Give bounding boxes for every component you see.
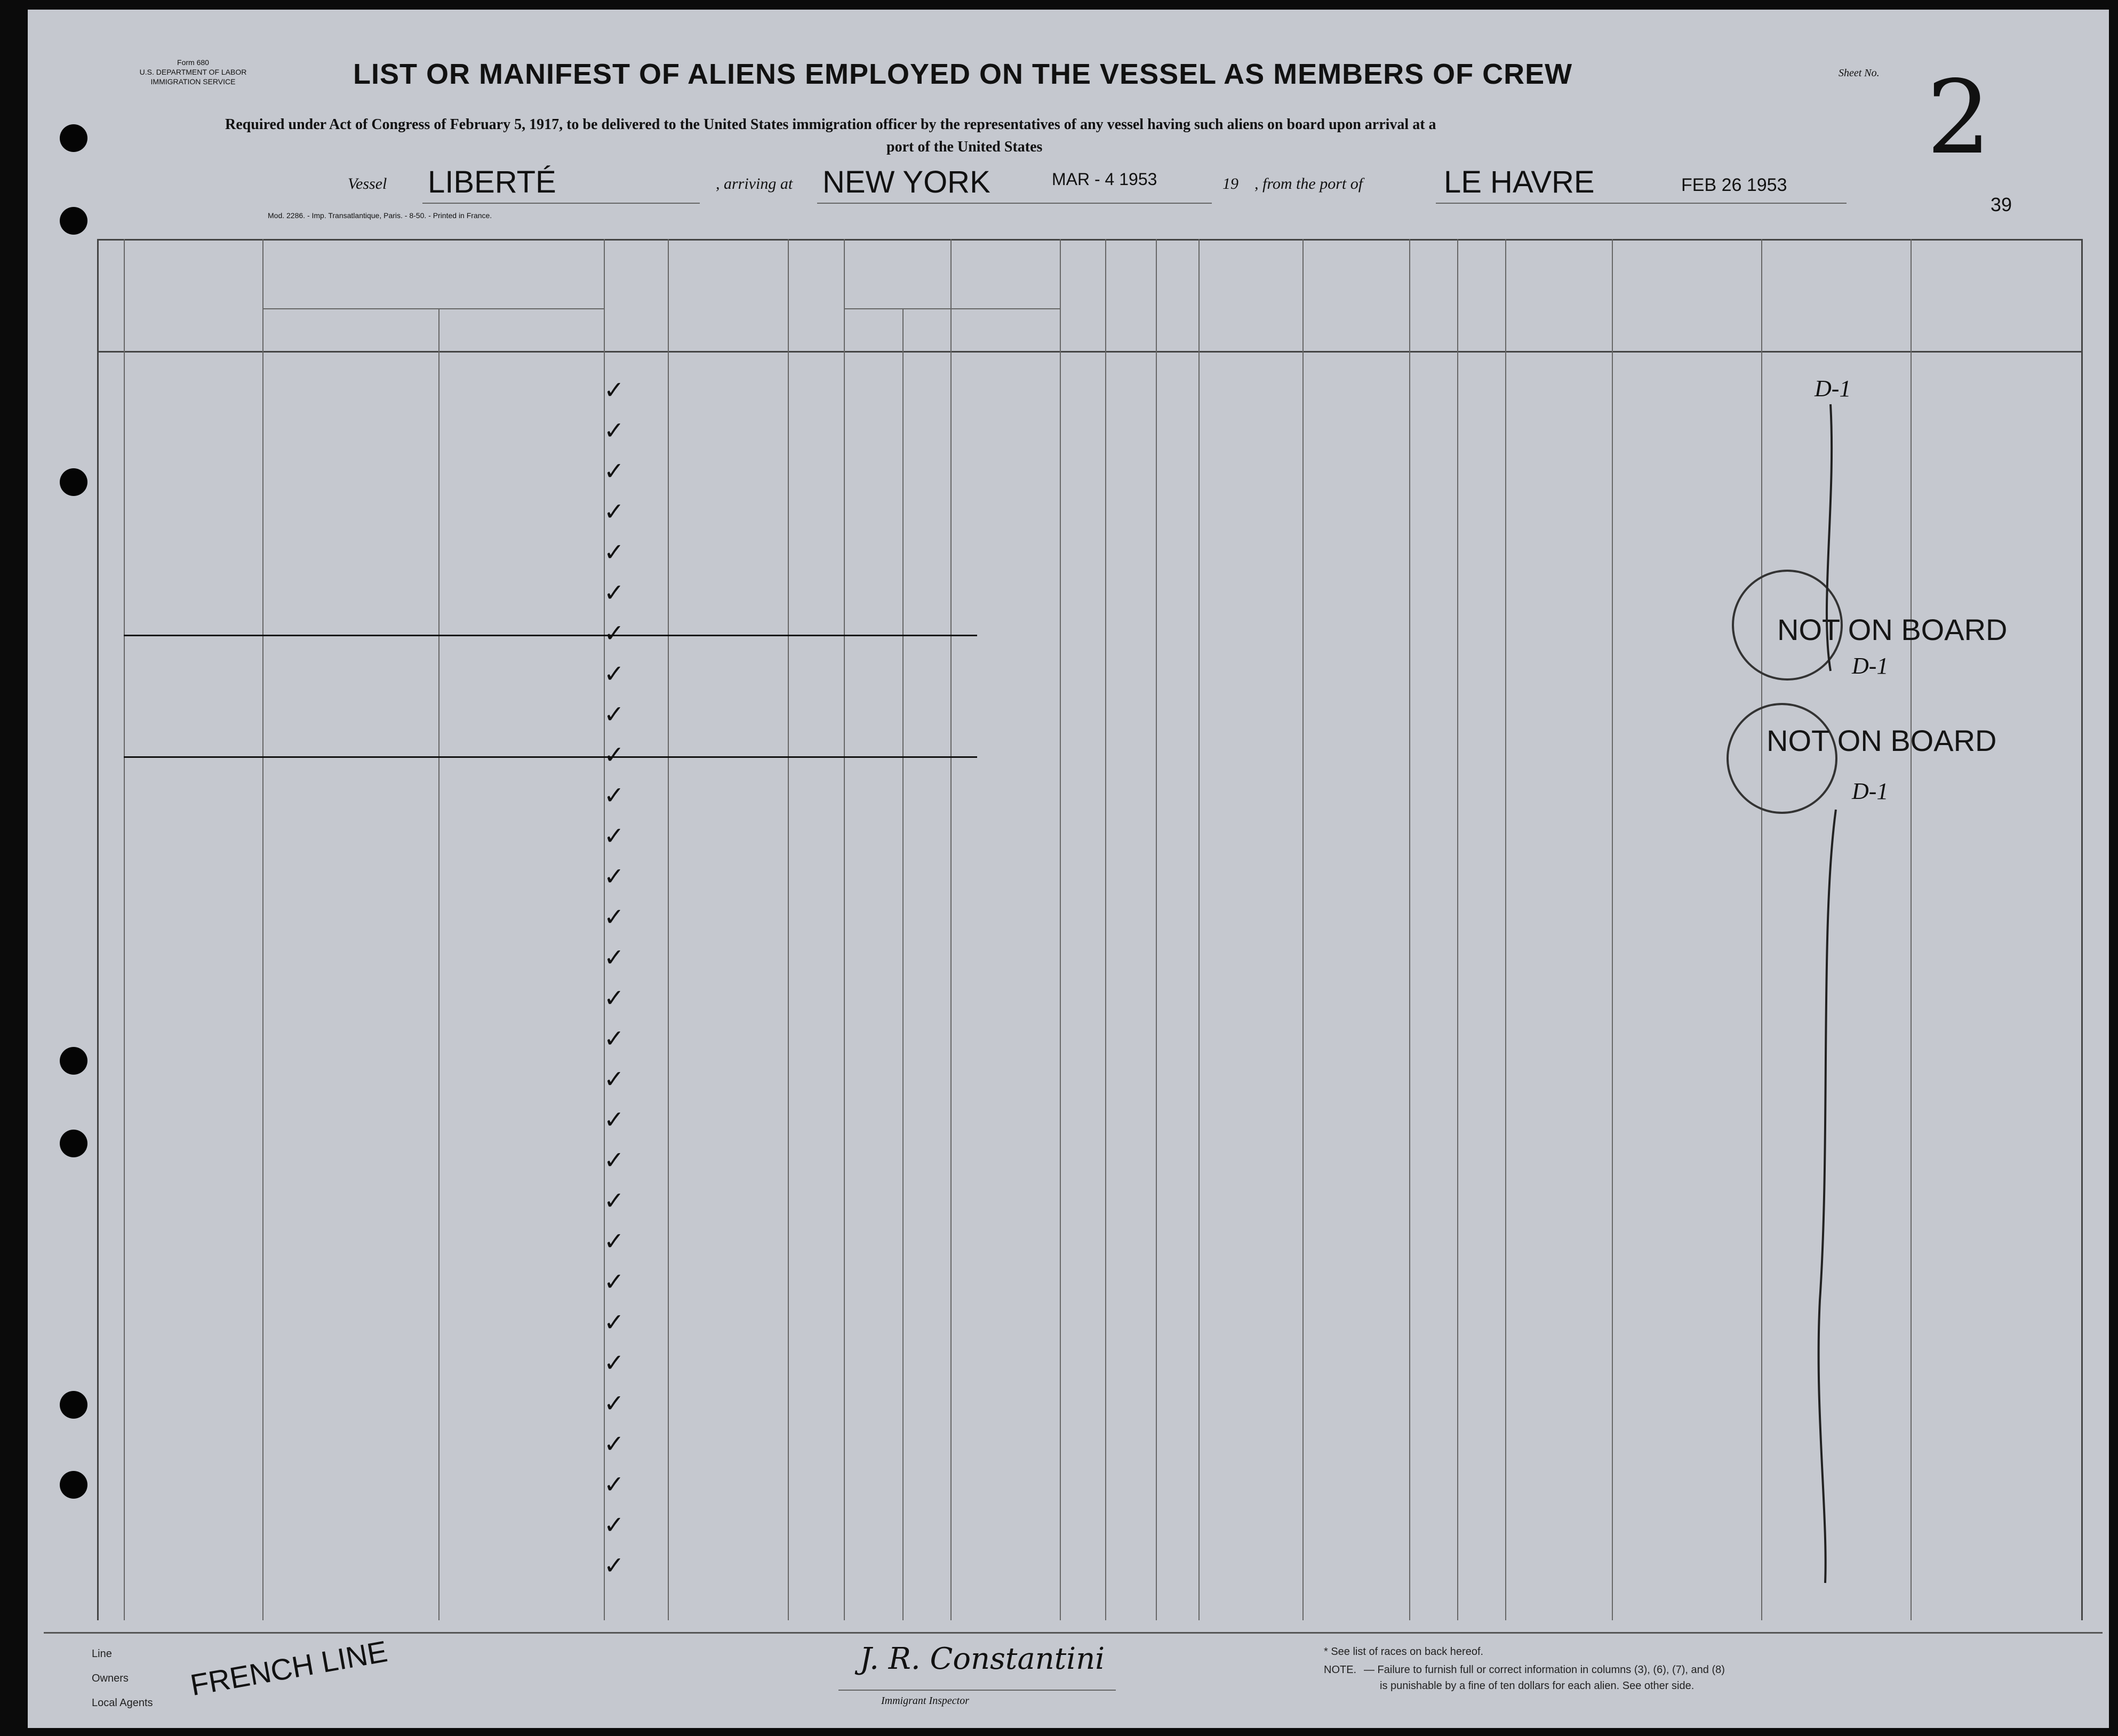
column-rule	[950, 239, 952, 1620]
check-mark: ✓	[604, 1146, 625, 1174]
subtitle-line-1: Required under Act of Congress of February 5, 1917, to be delivered to the United States immigration officer by the representatives of any vessel having such aliens on board upon arrival at a	[225, 116, 1436, 133]
check-mark: ✓	[604, 1227, 625, 1255]
check-mark: ✓	[604, 416, 625, 445]
shipped-subheader-rule	[844, 308, 1060, 309]
crew-table	[28, 10, 2109, 1728]
check-mark: ✓	[604, 1308, 625, 1337]
inspector-signature: J. R. Constantini	[860, 1642, 1105, 1676]
inspector-mark: D-1	[1815, 375, 1851, 402]
arrival-date-stamp: MAR - 4 1953	[1052, 170, 1157, 189]
year-label: 19	[1222, 175, 1238, 193]
column-rule	[97, 239, 99, 1620]
column-rule	[1409, 239, 1410, 1620]
check-mark: ✓	[604, 1429, 625, 1458]
check-mark: ✓	[604, 659, 625, 688]
not-on-board-stamp: NOT ON BOARD	[1777, 613, 2008, 646]
agent-name-stamp: FRENCH LINE	[188, 1634, 390, 1702]
note-line-1: — Failure to furnish full or correct information in columns (3), (6), (7), and (8)	[1364, 1664, 1725, 1676]
check-mark: ✓	[604, 1348, 625, 1377]
column-rule	[124, 239, 125, 1620]
column-rule	[788, 239, 789, 1620]
column-rule	[1505, 239, 1506, 1620]
printer-imprint: Mod. 2286. - Imp. Transatlantique, Paris. - 8-50. - Printed in France.	[268, 211, 492, 220]
check-mark: ✓	[604, 781, 625, 810]
column-rule	[262, 239, 263, 1620]
check-mark: ✓	[604, 1024, 625, 1053]
column-rule	[1105, 239, 1106, 1620]
subtitle-line-2: port of the United States	[886, 139, 1043, 155]
check-mark: ✓	[604, 862, 625, 891]
service: IMMIGRATION SERVICE	[150, 77, 236, 86]
column-rule	[1060, 239, 1061, 1620]
check-mark: ✓	[604, 1267, 625, 1296]
check-mark: ✓	[604, 1065, 625, 1093]
page-title: LIST OR MANIFEST OF ALIENS EMPLOYED ON THE VESSEL AS MEMBERS OF CREW	[353, 58, 1573, 90]
from-port-label: , from the port of	[1254, 175, 1363, 193]
check-mark: ✓	[604, 1389, 625, 1418]
strike-line	[124, 756, 977, 758]
shipped-split-rule	[902, 308, 904, 1620]
column-rule	[1302, 239, 1304, 1620]
check-mark: ✓	[604, 983, 625, 1012]
column-rule	[1612, 239, 1613, 1620]
column-rule	[1761, 239, 1762, 1620]
from-port: LE HAVRE	[1444, 165, 1595, 199]
check-mark: ✓	[604, 700, 625, 729]
note-line-2: is punishable by a fine of ten dollars for each alien. See other side.	[1380, 1680, 1695, 1692]
check-mark: ✓	[604, 497, 625, 526]
column-rule	[1198, 239, 1200, 1620]
check-mark: ✓	[604, 1510, 625, 1539]
column-rule	[1911, 239, 1912, 1620]
note-label: NOTE.	[1324, 1664, 1357, 1676]
department: U.S. DEPARTMENT OF LABOR	[139, 68, 247, 76]
check-mark: ✓	[604, 740, 625, 769]
check-mark: ✓	[604, 619, 625, 647]
name-subheader-rule	[262, 308, 604, 309]
inspector-label: Immigrant Inspector	[881, 1695, 969, 1707]
column-rule	[844, 239, 845, 1620]
header-bottom-border	[97, 351, 2081, 353]
check-mark: ✓	[604, 578, 625, 607]
check-mark: ✓	[604, 1470, 625, 1499]
races-note: * See list of races on back hereof.	[1324, 1646, 1484, 1658]
check-mark: ✓	[604, 1186, 625, 1215]
vessel-label: Vessel	[348, 175, 387, 193]
inspector-mark: D-1	[1852, 778, 1889, 804]
inspector-ditto-line	[1799, 394, 1873, 1594]
table-top-border	[97, 239, 2081, 241]
form-number: Form 680	[177, 58, 209, 67]
strike-line	[124, 635, 977, 636]
column-rule	[668, 239, 669, 1620]
column-rule	[2081, 239, 2083, 1620]
check-mark: ✓	[604, 821, 625, 850]
manifest-sheet	[28, 10, 2109, 1728]
name-split-rule	[438, 308, 439, 1620]
sheet-number: 2	[1927, 59, 1991, 177]
check-mark: ✓	[604, 538, 625, 566]
check-mark: ✓	[604, 943, 625, 972]
signature-line	[838, 1690, 1116, 1691]
footer-divider	[44, 1632, 2103, 1634]
check-mark: ✓	[604, 375, 625, 404]
not-on-board-stamp: NOT ON BOARD	[1767, 724, 1997, 757]
arriving-port: NEW YORK	[822, 165, 990, 199]
line-label: Line	[92, 1648, 112, 1660]
check-mark: ✓	[604, 1105, 625, 1134]
check-mark: ✓	[604, 457, 625, 485]
local-agents-label: Local Agents	[92, 1697, 153, 1709]
column-rule	[1457, 239, 1458, 1620]
sheet-label: Sheet No.	[1839, 67, 1880, 79]
page-number: 39	[1991, 194, 2012, 215]
owners-label: Owners	[92, 1673, 129, 1684]
arriving-label: , arriving at	[716, 175, 793, 193]
check-mark: ✓	[604, 1551, 625, 1580]
vessel-name: LIBERTÉ	[428, 165, 556, 199]
column-rule	[1156, 239, 1157, 1620]
departure-date-stamp: FEB 26 1953	[1681, 175, 1787, 195]
check-mark: ✓	[604, 902, 625, 931]
inspector-mark: D-1	[1852, 653, 1889, 679]
